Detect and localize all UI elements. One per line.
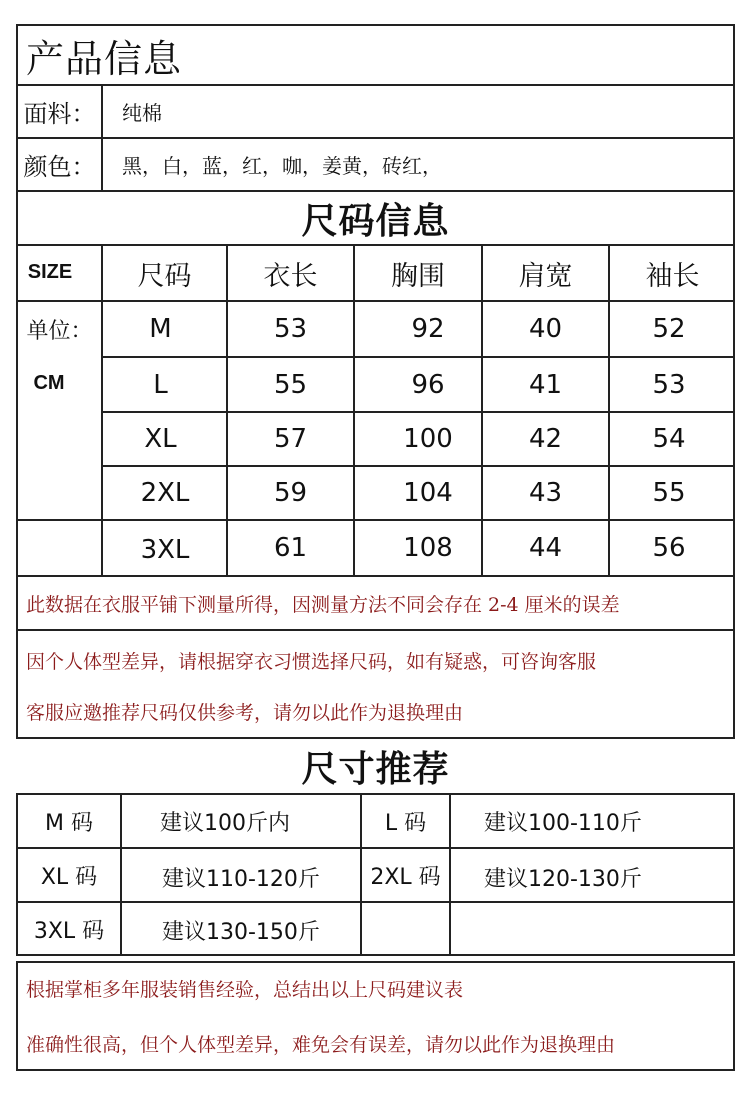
table-cell: 104 [403,478,453,508]
table-cell: 55 [273,369,308,400]
color-value: 黑，白，蓝，红，咖，姜黄，砖红， [122,154,442,178]
table-cell: 44 [528,533,563,563]
recommend-size: 3XL 码 [33,919,105,944]
table-cell: 55 [652,478,686,508]
table-cell: 42 [528,424,563,454]
recommend-advice: 建议110-120斤 [162,866,320,892]
table-cell: 41 [528,369,563,400]
table-cell: 59 [273,478,308,508]
table-cell: M [149,314,172,344]
recommend-size: L 码 [384,810,427,836]
service-note: 客服应邀推荐尺码仅供参考，请勿以此作为退换理由 [26,701,464,724]
table-cell: 53 [652,369,686,400]
col-header: 肩宽 [518,260,573,292]
measurement-note: 此数据在衣服平铺下测量所得，因测量方法不同会存在 2-4 厘米的误差 [26,593,620,616]
table-cell: 92 [411,314,445,344]
table-cell: 57 [273,424,308,454]
recommend-size: M 码 [45,810,93,836]
table-cell: 100 [403,424,453,454]
table-cell: 56 [652,533,686,563]
recommend-advice: 建议130-150斤 [162,920,320,945]
table-cell: 108 [403,533,453,563]
table-cell: 96 [411,369,445,400]
col-header: 胸围 [391,260,445,292]
recommend-title: 尺寸推荐 [301,748,450,790]
table-cell: 52 [652,314,686,344]
divider [449,793,451,956]
footer-note: 准确性很高，但个人体型差异，难免会有误差，请勿以此作为退换理由 [26,1033,616,1056]
col-header: 袖长 [645,260,700,292]
recommend-advice: 建议120-130斤 [484,866,642,892]
body-type-note: 因个人体型差异，请根据穿衣习惯选择尺码，如有疑惑，可咨询客服 [26,650,597,673]
size-corner-label: SIZE [27,260,73,283]
size-info-title: 尺码信息 [301,200,450,242]
unit-label: 单位： [26,318,93,344]
divider [120,793,122,956]
fabric-label: 面料： [23,100,96,128]
divider [101,84,103,192]
table-cell: 40 [528,314,563,344]
table-cell: 3XL [140,535,190,565]
table-cell: XL [144,424,177,454]
footer-note: 根据掌柜多年服装销售经验，总结出以上尺码建议表 [26,978,464,1001]
table-cell: L [153,369,168,400]
color-label: 颜色： [23,153,96,181]
table-cell: 2XL [140,478,190,508]
recommend-size: 2XL 码 [370,864,441,890]
table-cell: 61 [273,533,308,563]
recommend-advice: 建议100斤内 [160,810,290,836]
col-header: 衣长 [263,260,318,292]
product-info-title: 产品信息 [26,36,183,81]
col-header: 尺码 [137,260,192,292]
recommend-advice: 建议100-110斤 [484,810,642,836]
table-cell: 54 [652,424,686,454]
table-cell: 43 [528,478,563,508]
fabric-value: 纯棉 [122,101,162,125]
divider [16,629,735,631]
table-cell: 53 [273,314,308,344]
unit-value: CM [33,371,65,394]
recommend-size: XL 码 [40,864,98,890]
